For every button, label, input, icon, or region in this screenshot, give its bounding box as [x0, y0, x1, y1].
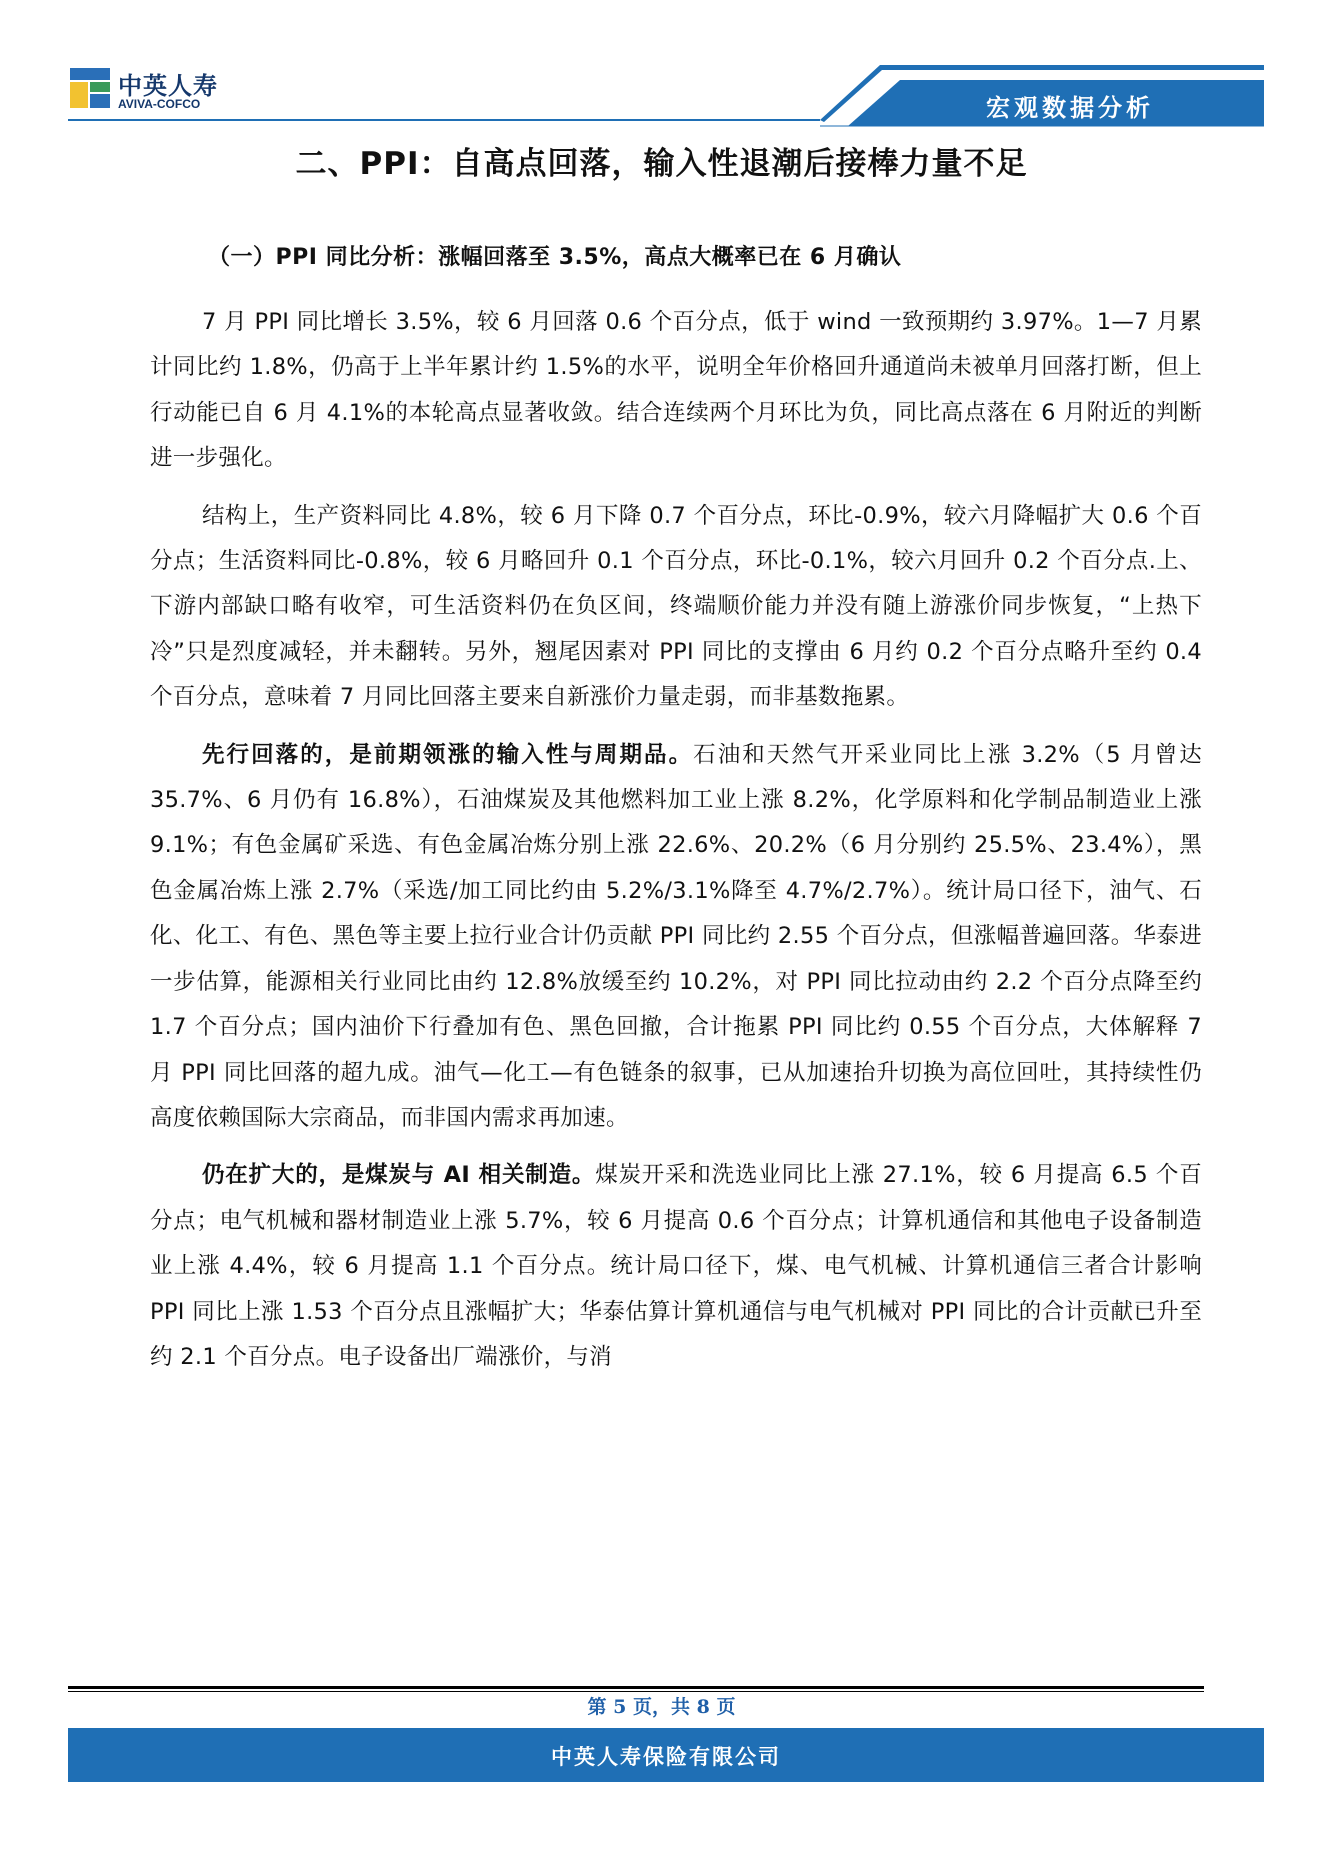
paragraph-text: 石油和天然气开采业同比上涨 3.2%（5 月曾达 35.7%、6 月仍有 16.8%），石油煤炭及其他燃料加工业上涨 8.2%，化学原料和化学制品制造业上涨 9.1%；有色金属矿采选、有色金属冶炼分别上涨 22.6%、20.2%（6 月分别约 25.5%、23.4%），黑色金属冶炼上涨 2.7%（采选/加工同比约由 5.2%/3.1%降至 4.7%/2.7%）。统计局口径下，油气、石化、化工、有色、黑色等主要上拉行业合计仍贡献 PPI 同比约 2.55 个百分点，但涨幅普遍回落。华泰进一步估算，能源相关行业同比由约 12.8%放缓至约 10.2%，对 PPI 同比拉动由约 2.2 个百分点降至约 1.7 个百分点；国内油价下行叠加有色、黑色回撤，合计拖累 PPI 同比约 0.55 个百分点，大体解释 7 月 PPI 同比回落的超九成。油气—化工—有色链条的叙事，已从加速抬升切换为高位回吐，其持续性仍高度依赖国际大宗商品，而非国内需求再加速。	[150, 741, 1202, 1131]
footer-divider	[68, 1686, 1204, 1689]
page-number: 第 5 页，共 8 页	[587, 1696, 736, 1718]
body-text	[150, 300, 1202, 1392]
footer-bar	[68, 1728, 1264, 1782]
chapter-title: 二、PPI：自高点回落，输入性退潮后接棒力量不足	[295, 146, 1028, 182]
page-header	[0, 0, 1323, 130]
paragraph-1	[150, 300, 1202, 482]
paragraph-text: 煤炭开采和洗选业同比上涨 27.1%，较 6 月提高 6.5 个百分点；电气机械和器材制造业上涨 5.7%，较 6 月提高 0.6 个百分点；计算机通信和其他电子设备制造业上涨 4.4%，较 6 月提高 1.1 个百分点。统计局口径下，煤、电气机械、计算机通信三者合计影响 PPI 同比上涨 1.53 个百分点且涨幅扩大；华泰估算计算机通信与电气机械对 PPI 同比的合计贡献已升至约 2.1 个百分点。电子设备出厂端涨价，与消	[150, 1162, 1202, 1370]
paragraph-lead: 先行回落的，是前期领涨的输入性与周期品。	[202, 741, 694, 768]
paragraph-text: 7 月 PPI 同比增长 3.5%，较 6 月回落 0.6 个百分点，低于 wind 一致预期约 3.97%。1—7 月累计同比约 1.8%，仍高于上半年累计约 1.5%的水平，说明全年价格回升通道尚未被单月回落打断，但上行动能已自 6 月 4.1%的本轮高点显著收敛。结合连续两个月环比为负，同比高点落在 6 月附近的判断进一步强化。	[150, 309, 1202, 472]
section-subtitle: （一）PPI 同比分析：涨幅回落至 3.5%，高点大概率已在 6 月确认	[208, 245, 902, 270]
paragraph-4	[150, 1153, 1202, 1380]
logo-mark-icon	[68, 62, 114, 114]
section-title: 宏观数据分析	[986, 94, 1154, 122]
logo-chinese-name: 中英人寿	[118, 71, 218, 100]
paragraph-2	[150, 494, 1202, 721]
paragraph-3	[150, 733, 1202, 1142]
company-logo	[68, 62, 218, 118]
paragraph-lead: 仍在扩大的，是煤炭与 AI 相关制造。	[202, 1162, 596, 1189]
logo-english-name: AVIVA-COFCO	[118, 97, 201, 111]
paragraph-text: 结构上，生产资料同比 4.8%，较 6 月下降 0.7 个百分点，环比-0.9%，较六月降幅扩大 0.6 个百分点；生活资料同比-0.8%，较 6 月略回升 0.1 个百分点，环比-0.1%，较六月回升 0.2 个百分点.上、下游内部缺口略有收窄，可生活资料仍在负区间，终端顺价能力并没有随上游涨价同步恢复，“上热下冷”只是烈度减轻，并未翻转。另外，翘尾因素对 PPI 同比的支撑由 6 月约 0.2 个百分点略升至约 0.4 个百分点，意味着 7 月同比回落主要来自新涨价力量走弱，而非基数拖累。	[150, 502, 1202, 711]
footer-company-name: 中英人寿保险有限公司	[551, 1745, 781, 1769]
